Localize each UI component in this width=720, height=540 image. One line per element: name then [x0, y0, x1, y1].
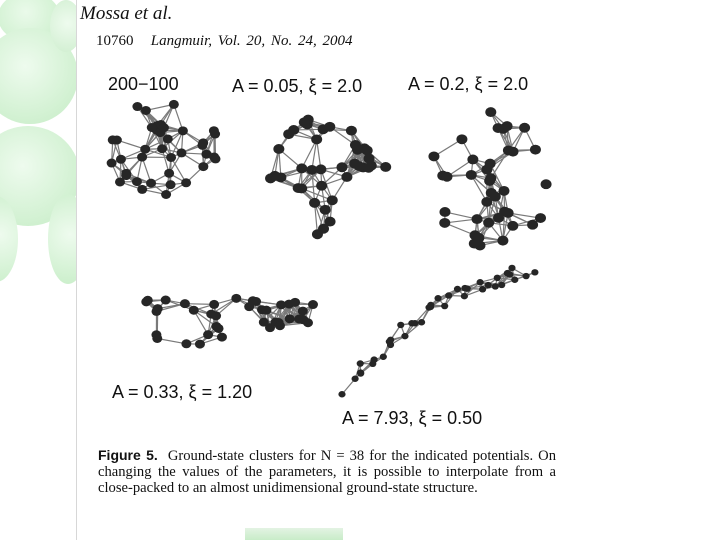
atom	[456, 134, 467, 144]
atom	[454, 286, 461, 292]
atom	[157, 144, 167, 153]
atom	[285, 314, 295, 323]
atom	[352, 376, 359, 382]
atom	[336, 162, 347, 172]
atom	[296, 163, 307, 173]
atom	[189, 306, 199, 315]
atom	[380, 354, 387, 360]
atom	[181, 178, 191, 187]
atom	[153, 304, 163, 313]
atom	[341, 172, 352, 182]
atom	[132, 177, 142, 186]
atom	[352, 145, 363, 155]
atom	[499, 186, 510, 196]
atom	[214, 324, 224, 333]
cluster-reference	[107, 100, 221, 199]
page-number: 10760	[96, 33, 134, 49]
atom	[195, 340, 205, 349]
panel-label-a005: A = 0.05, ξ = 2.0	[232, 76, 363, 96]
atom	[485, 159, 496, 169]
atom	[269, 171, 280, 181]
atom	[244, 302, 254, 311]
atom	[141, 106, 151, 115]
atom	[439, 207, 450, 217]
atom	[441, 172, 452, 182]
atom	[530, 145, 541, 155]
atom	[147, 123, 157, 132]
atom	[296, 184, 307, 194]
atom	[116, 155, 126, 164]
panel-label-a793: A = 7.93, ξ = 0.50	[342, 408, 483, 428]
cluster-a005	[265, 115, 391, 240]
atom	[346, 126, 357, 136]
atom	[541, 179, 552, 189]
atom	[261, 306, 271, 315]
atom	[137, 153, 147, 162]
atom	[132, 102, 142, 111]
atom	[472, 214, 483, 224]
caption-text: Ground-state clusters for N = 38 for the indicated potentials. On changing the values of the parameters, it is possible to interpolate from a close-packed to an almost unidimensional ground-state structure.	[98, 448, 556, 496]
atom	[484, 176, 495, 186]
atom	[309, 198, 320, 208]
atom	[519, 123, 530, 133]
atom	[169, 100, 179, 109]
atom	[508, 265, 515, 271]
atom	[504, 270, 511, 276]
atom	[507, 147, 518, 157]
atom	[206, 310, 216, 319]
atom	[327, 195, 338, 205]
atom	[401, 333, 408, 339]
atom	[467, 155, 478, 165]
atom	[466, 170, 477, 180]
atom	[217, 333, 227, 342]
panel-label-reference: 200−100	[108, 74, 179, 94]
atom	[107, 159, 117, 168]
atom	[362, 146, 373, 156]
atom	[325, 217, 336, 227]
atom	[371, 356, 378, 362]
atom	[161, 296, 171, 305]
atom	[493, 213, 504, 223]
atom	[386, 338, 393, 344]
atom	[434, 295, 441, 301]
atom	[209, 126, 219, 135]
atom	[265, 323, 275, 332]
atom	[290, 298, 300, 307]
atom	[357, 360, 364, 366]
atom	[166, 180, 176, 189]
atom	[497, 236, 508, 246]
atom	[507, 221, 518, 231]
figure-caption	[98, 447, 556, 496]
atom	[294, 314, 304, 323]
atom	[203, 330, 213, 339]
atom	[197, 141, 207, 150]
atom	[306, 165, 317, 175]
atom	[320, 205, 331, 215]
atom	[298, 307, 308, 316]
atom	[311, 134, 322, 144]
atom	[349, 159, 360, 169]
atom	[380, 162, 391, 172]
atom	[479, 286, 486, 292]
atom	[357, 369, 364, 375]
atom	[166, 153, 176, 162]
atom	[151, 330, 161, 339]
atom	[428, 151, 439, 161]
atom	[137, 185, 147, 194]
atom	[461, 293, 468, 299]
atom	[397, 322, 404, 328]
caption-label: Figure 5.	[98, 447, 158, 463]
atom	[141, 297, 151, 306]
atom	[161, 190, 171, 199]
atom	[485, 282, 492, 288]
cluster-a02	[428, 107, 551, 250]
atom	[485, 107, 496, 117]
atom	[461, 285, 468, 291]
atom	[273, 144, 284, 154]
atom	[163, 134, 173, 143]
atom	[494, 275, 501, 281]
author-line: Mossa et al.	[80, 3, 173, 24]
atom	[180, 299, 190, 308]
atom	[115, 177, 125, 186]
atom	[299, 117, 310, 127]
atom	[492, 283, 499, 289]
atom	[177, 148, 187, 157]
atom	[276, 300, 286, 309]
atom	[316, 181, 327, 191]
atom	[427, 302, 434, 308]
atom	[498, 282, 505, 288]
atom	[477, 279, 484, 285]
atom	[523, 273, 530, 279]
atom	[108, 135, 118, 144]
cluster-a793	[338, 265, 538, 398]
atom	[527, 220, 538, 230]
atom	[363, 163, 374, 173]
atom	[312, 229, 323, 239]
atom	[324, 122, 335, 132]
atom	[338, 391, 345, 397]
panel-label-a033: A = 0.33, ξ = 1.20	[112, 382, 253, 402]
atom	[275, 321, 285, 330]
atom	[231, 294, 241, 303]
atom	[469, 239, 480, 249]
atom	[411, 320, 418, 326]
atom	[198, 162, 208, 171]
atom	[140, 145, 150, 154]
atom	[483, 218, 494, 228]
atom	[181, 339, 191, 348]
atom	[209, 300, 219, 309]
atom	[159, 123, 169, 132]
journal-citation: Langmuir, Vol. 20, No. 24, 2004	[150, 33, 353, 49]
panel-label-a02: A = 0.2, ξ = 2.0	[408, 74, 529, 94]
atom	[308, 300, 318, 309]
atom	[439, 218, 450, 228]
atom	[493, 123, 504, 133]
atom	[210, 154, 220, 163]
atom	[288, 125, 299, 135]
atom	[441, 303, 448, 309]
atom	[511, 276, 518, 282]
atom	[164, 169, 174, 178]
atom	[178, 126, 188, 135]
atom	[445, 292, 452, 298]
atom	[418, 319, 425, 325]
cluster-a033	[141, 294, 318, 349]
atom	[146, 179, 156, 188]
atom	[531, 269, 538, 275]
